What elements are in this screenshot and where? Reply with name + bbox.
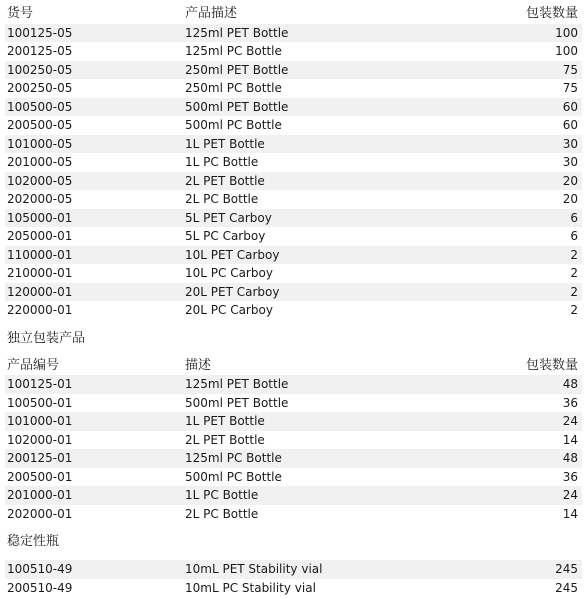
cell-sku: 201000-01 — [5, 486, 183, 505]
table-row — [5, 375, 582, 394]
cell-pack-qty: 24 — [443, 486, 582, 505]
cell-description: 5L PC Carboy — [183, 227, 443, 246]
table-row — [5, 42, 582, 61]
cell-pack-qty: 36 — [443, 468, 582, 487]
cell-pack-qty: 75 — [443, 61, 582, 80]
standard-pack-table — [5, 5, 582, 320]
cell-description: 10mL PET Stability vial — [183, 560, 443, 579]
individual-pack-table — [5, 357, 582, 524]
cell-description: 10L PC Carboy — [183, 264, 443, 283]
table-header-row — [5, 5, 582, 24]
cell-sku: 200510-49 — [5, 579, 183, 598]
cell-sku: 101000-05 — [5, 135, 183, 154]
cell-description: 500ml PET Bottle — [183, 394, 443, 413]
cell-description: 125ml PET Bottle — [183, 375, 443, 394]
cell-sku: 200500-05 — [5, 116, 183, 135]
table-row — [5, 431, 582, 450]
cell-description: 2L PET Bottle — [183, 172, 443, 191]
stability-vial-table — [5, 560, 582, 597]
table-row — [5, 61, 582, 80]
cell-sku: 202000-01 — [5, 505, 183, 524]
table-row — [5, 449, 582, 468]
cell-sku: 210000-01 — [5, 264, 183, 283]
cell-pack-qty: 100 — [443, 24, 582, 43]
table-row — [5, 246, 582, 265]
header-product-code: 产品编号 — [7, 357, 60, 373]
section-title-stability: 稳定性瓶 — [7, 534, 60, 549]
cell-pack-qty: 20 — [443, 172, 582, 191]
cell-description: 250ml PET Bottle — [183, 61, 443, 80]
cell-sku: 100510-49 — [5, 560, 183, 579]
cell-description: 10mL PC Stability vial — [183, 579, 443, 598]
cell-description: 2L PC Bottle — [183, 505, 443, 524]
cell-pack-qty: 2 — [443, 264, 582, 283]
header-pack-qty: 包装数量 — [525, 6, 578, 22]
cell-pack-qty: 24 — [443, 412, 582, 431]
table-row — [5, 98, 582, 117]
individual-pack-body — [5, 375, 582, 523]
cell-sku: 120000-01 — [5, 283, 183, 302]
cell-pack-qty: 100 — [443, 42, 582, 61]
table-row — [5, 505, 582, 524]
table-row — [5, 116, 582, 135]
cell-sku: 200250-05 — [5, 79, 183, 98]
cell-sku: 200125-01 — [5, 449, 183, 468]
cell-description: 125ml PET Bottle — [183, 24, 443, 43]
table-row — [5, 264, 582, 283]
cell-pack-qty: 60 — [443, 98, 582, 117]
header-pack-qty: 包装数量 — [525, 357, 578, 373]
cell-description: 20L PC Carboy — [183, 301, 443, 320]
cell-description: 1L PC Bottle — [183, 153, 443, 172]
cell-sku: 101000-01 — [5, 412, 183, 431]
table-row — [5, 190, 582, 209]
cell-description: 10L PET Carboy — [183, 246, 443, 265]
table-row — [5, 486, 582, 505]
cell-sku: 100250-05 — [5, 61, 183, 80]
cell-pack-qty: 245 — [443, 560, 582, 579]
cell-pack-qty: 30 — [443, 153, 582, 172]
cell-description: 250ml PC Bottle — [183, 79, 443, 98]
cell-description: 125ml PC Bottle — [183, 449, 443, 468]
table-row — [5, 283, 582, 302]
cell-sku: 102000-01 — [5, 431, 183, 450]
cell-sku: 105000-01 — [5, 209, 183, 228]
cell-sku: 102000-05 — [5, 172, 183, 191]
table-row — [5, 560, 582, 579]
cell-sku: 100125-01 — [5, 375, 183, 394]
cell-description: 500ml PC Bottle — [183, 468, 443, 487]
cell-description: 1L PET Bottle — [183, 135, 443, 154]
table-row — [5, 135, 582, 154]
table-row — [5, 468, 582, 487]
header-description: 描述 — [185, 357, 212, 373]
cell-description: 2L PC Bottle — [183, 190, 443, 209]
cell-pack-qty: 60 — [443, 116, 582, 135]
cell-description: 20L PET Carboy — [183, 283, 443, 302]
cell-sku: 100500-05 — [5, 98, 183, 117]
cell-pack-qty: 2 — [443, 246, 582, 265]
table-row — [5, 394, 582, 413]
cell-pack-qty: 48 — [443, 375, 582, 394]
cell-sku: 100500-01 — [5, 394, 183, 413]
header-description: 产品描述 — [185, 6, 238, 22]
cell-sku: 100125-05 — [5, 24, 183, 43]
table-row — [5, 579, 582, 598]
table-row — [5, 227, 582, 246]
cell-description: 2L PET Bottle — [183, 431, 443, 450]
standard-pack-body — [5, 24, 582, 320]
cell-sku: 220000-01 — [5, 301, 183, 320]
stability-vial-body — [5, 560, 582, 597]
table-row — [5, 79, 582, 98]
table-row — [5, 153, 582, 172]
cell-pack-qty: 245 — [443, 579, 582, 598]
header-sku: 货号 — [7, 6, 34, 22]
table-row — [5, 24, 582, 43]
cell-pack-qty: 20 — [443, 190, 582, 209]
table-row — [5, 412, 582, 431]
cell-pack-qty: 14 — [443, 505, 582, 524]
table-row — [5, 172, 582, 191]
cell-sku: 110000-01 — [5, 246, 183, 265]
cell-sku: 200125-05 — [5, 42, 183, 61]
table-row — [5, 301, 582, 320]
cell-pack-qty: 36 — [443, 394, 582, 413]
cell-pack-qty: 14 — [443, 431, 582, 450]
cell-sku: 202000-05 — [5, 190, 183, 209]
cell-pack-qty: 6 — [443, 209, 582, 228]
section-title-individual: 独立包装产品 — [7, 330, 86, 346]
cell-description: 500ml PET Bottle — [183, 98, 443, 117]
cell-pack-qty: 75 — [443, 79, 582, 98]
cell-sku: 200500-01 — [5, 468, 183, 487]
cell-pack-qty: 2 — [443, 283, 582, 302]
cell-pack-qty: 6 — [443, 227, 582, 246]
cell-description: 1L PET Bottle — [183, 412, 443, 431]
cell-pack-qty: 48 — [443, 449, 582, 468]
cell-sku: 205000-01 — [5, 227, 183, 246]
table-header-row — [5, 357, 582, 376]
cell-sku: 201000-05 — [5, 153, 183, 172]
cell-description: 500ml PC Bottle — [183, 116, 443, 135]
cell-description: 125ml PC Bottle — [183, 42, 443, 61]
cell-description: 5L PET Carboy — [183, 209, 443, 228]
table-row — [5, 209, 582, 228]
cell-pack-qty: 2 — [443, 301, 582, 320]
cell-description: 1L PC Bottle — [183, 486, 443, 505]
cell-pack-qty: 30 — [443, 135, 582, 154]
